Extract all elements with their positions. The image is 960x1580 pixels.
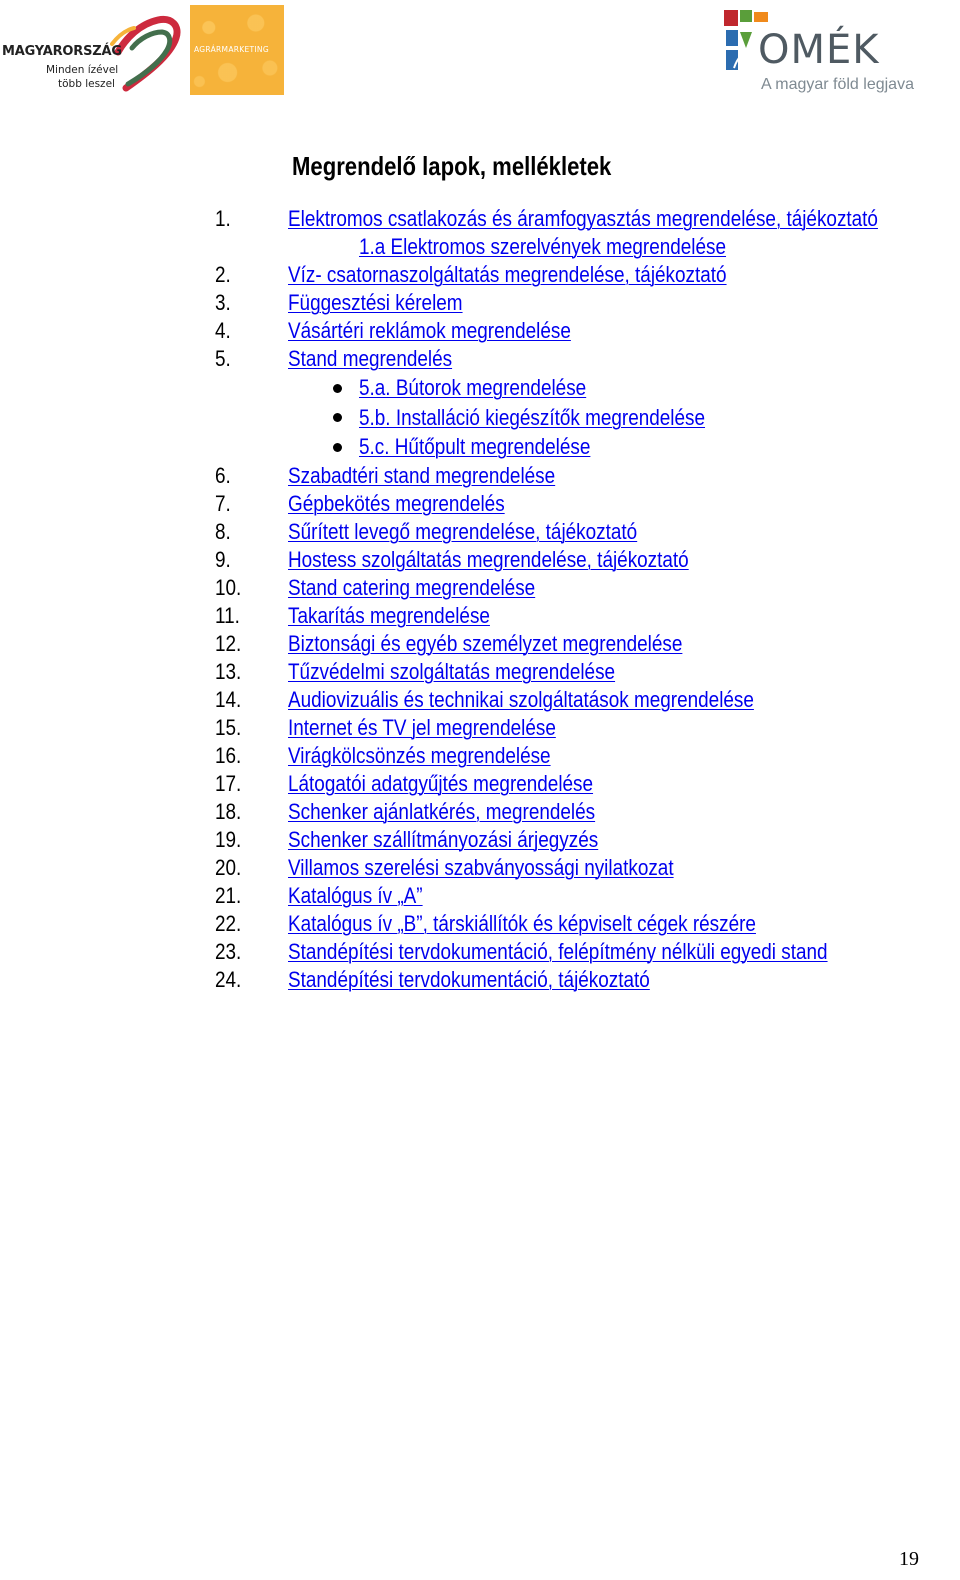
item-number: 2. [215,262,231,287]
agrarmarketing-label: AGRÁRMARKETING [194,45,269,54]
list-item [0,630,960,658]
item-link[interactable]: Elektromos csatlakozás és áramfogyasztás megrendelése, tájékoztató [288,206,878,231]
item-link[interactable]: Sűrített levegő megrendelése, tájékoztató [288,518,638,544]
logo-slogan-line2: több leszel [58,78,115,90]
bullet-icon [333,413,342,422]
omek-wordmark: OMÉK [758,27,880,73]
list-item [0,403,960,433]
item-number: 18. [215,798,242,824]
item-link[interactable]: Standépítési tervdokumentáció, felépítmény nélküli egyedi stand [288,938,828,964]
list-item [0,770,960,798]
item-link[interactable]: Audiovizuális és technikai szolgáltatások megrendelése [288,686,754,712]
list-item [0,233,960,261]
list-item [0,826,960,854]
item-link[interactable]: 1.a Elektromos szerelvények megrendelése [359,234,727,259]
item-link[interactable]: Biztonsági és egyéb személyzet megrendelése [288,630,683,656]
item-number: 15. [215,714,242,740]
item-number: 12. [215,630,242,656]
list-item [0,432,960,462]
item-number: 24. [215,966,242,992]
item-link[interactable]: Internet és TV jel megrendelése [288,714,556,740]
item-link[interactable]: Tűzvédelmi szolgáltatás megrendelése [288,658,616,684]
attachments-list [0,205,960,994]
item-number: 23. [215,938,242,964]
page-number: 19 [899,1548,919,1570]
item-number: 10. [215,574,242,600]
item-number: 14. [215,686,242,712]
item-link[interactable]: Virágkölcsönzés megrendelése [288,742,551,768]
item-link[interactable]: 5.c. Hűtőpult megrendelése [359,434,591,459]
item-number: 1. [215,206,231,231]
item-link[interactable]: Látogatói adatgyűjtés megrendelése [288,770,594,796]
agrarmarketing-logo [190,5,284,95]
item-link[interactable]: Stand catering megrendelése [288,574,536,600]
logo-slogan-line1: Minden ízével [46,64,119,76]
item-link[interactable]: Villamos szerelési szabványossági nyilatkozat [288,854,674,880]
list-item [0,602,960,630]
item-link[interactable]: Gépbekötés megrendelés [288,490,505,516]
item-number: 7. [215,490,231,516]
item-number: 11. [215,602,240,628]
item-number: 19. [215,826,242,852]
item-number: 5. [215,346,231,371]
item-link[interactable]: Hostess szolgáltatás megrendelése, tájékoztató [288,546,689,572]
list-item [0,938,960,966]
list-item [0,317,960,345]
item-link[interactable]: Schenker szállítmányozási árjegyzés [288,826,599,852]
bullet-icon [333,443,342,452]
omek-logo [720,8,930,98]
item-number: 6. [215,462,231,488]
item-link[interactable]: Víz- csatornaszolgáltatás megrendelése, tájékoztató [288,262,727,287]
item-link[interactable]: Függesztési kérelem [288,290,463,315]
list-item [0,462,960,490]
list-item [0,373,960,403]
item-link[interactable]: Stand megrendelés [288,346,453,371]
item-number: 20. [215,854,242,880]
omek-tagline: A magyar föld legjava [761,76,914,93]
logo-title: MAGYARORSZÁG [2,44,122,59]
magyarorszag-logo [0,8,185,96]
list-item [0,854,960,882]
item-number: 9. [215,546,231,572]
item-link[interactable]: Vásártéri reklámok megrendelése [288,318,571,343]
list-item [0,714,960,742]
item-link[interactable]: Katalógus ív „B”, társkiállítók és képviselt cégek részére [288,910,756,936]
list-item [0,658,960,686]
page-title: Megrendelő lapok, mellékletek [292,151,612,181]
item-number: 3. [215,290,231,315]
item-number: 13. [215,658,242,684]
list-item [0,518,960,546]
item-number: 21. [215,882,242,908]
list-item [0,289,960,317]
list-item [0,686,960,714]
bullet-icon [333,384,342,393]
list-item [0,882,960,910]
list-item [0,345,960,373]
list-item [0,546,960,574]
list-item [0,966,960,994]
item-number: 16. [215,742,242,768]
item-link[interactable]: 5.a. Bútorok megrendelése [359,375,587,400]
item-number: 8. [215,518,231,544]
item-link[interactable]: Takarítás megrendelése [288,602,490,628]
item-number: 4. [215,318,231,343]
list-item [0,205,960,233]
item-link[interactable]: 5.b. Installáció kiegészítők megrendelése [359,404,706,430]
item-link[interactable]: Schenker ajánlatkérés, megrendelés [288,798,596,824]
item-link[interactable]: Standépítési tervdokumentáció, tájékoztató [288,966,650,992]
list-item [0,798,960,826]
item-link[interactable]: Katalógus ív „A” [288,882,423,908]
item-number: 17. [215,770,242,796]
item-link[interactable]: Szabadtéri stand megrendelése [288,462,556,488]
list-item [0,910,960,938]
list-item [0,261,960,289]
list-item [0,490,960,518]
item-number: 22. [215,910,242,936]
list-item [0,742,960,770]
list-item [0,574,960,602]
